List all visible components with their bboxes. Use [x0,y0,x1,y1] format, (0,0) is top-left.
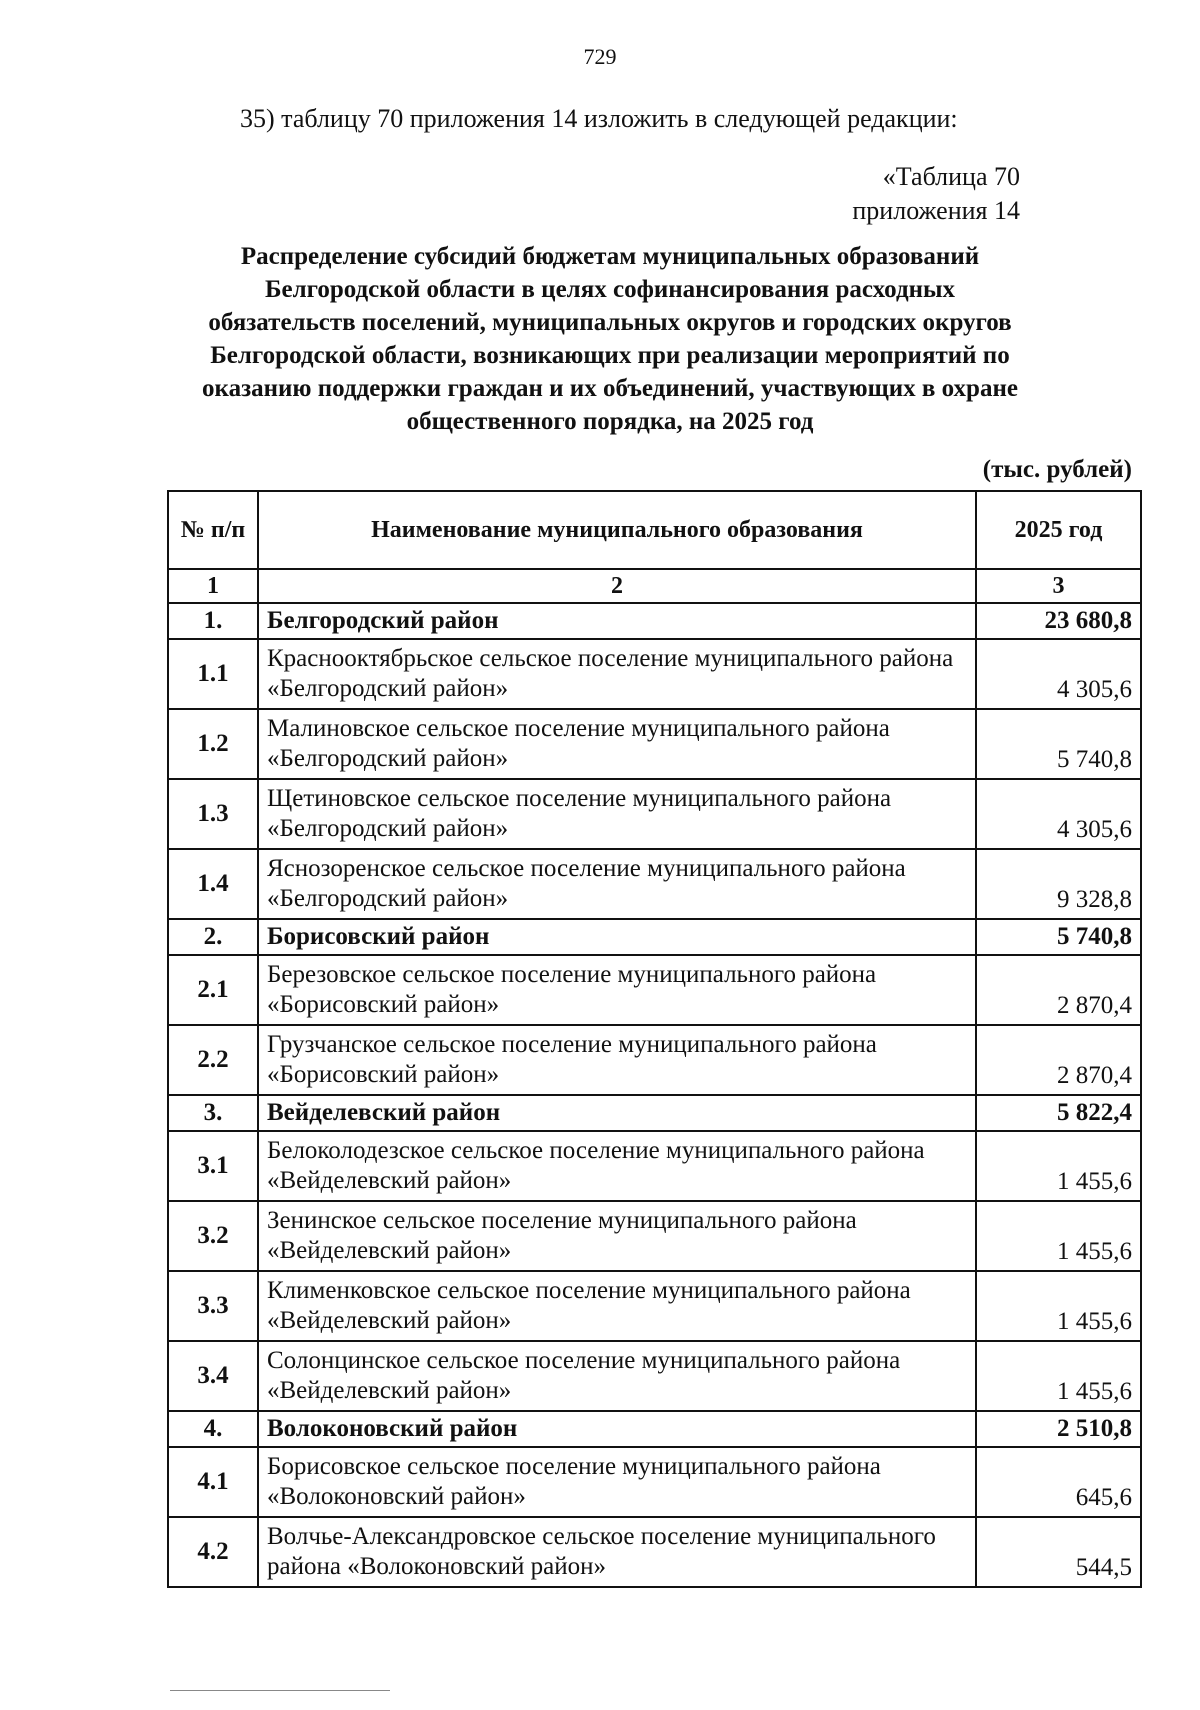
table-reference-line2: приложения 14 [852,196,1020,225]
row-value: 544,5 [976,1517,1141,1587]
row-number: 4. [168,1411,258,1447]
district-row [168,1095,1141,1131]
district-row [168,919,1141,955]
row-number: 3.4 [168,1341,258,1411]
column-number-row [168,569,1141,603]
row-name: Волоконовский район [258,1411,976,1447]
column-number-2: 2 [258,569,976,603]
page-number: 729 [583,44,617,69]
district-row [168,1411,1141,1447]
row-value: 1 455,6 [976,1271,1141,1341]
units-label: (тыс. рублей) [982,456,1132,483]
row-number: 1.2 [168,709,258,779]
row-value: 1 455,6 [976,1341,1141,1411]
settlement-row [168,639,1141,709]
row-number: 4.2 [168,1517,258,1587]
table-header-row [168,491,1141,569]
row-number: 1. [168,603,258,639]
row-name: Клименковское сельское поселение муниципального района «Вейделевский район» [258,1271,976,1341]
row-name: Борисовское сельское поселение муниципального района «Волоконовский район» [258,1447,976,1517]
row-name: Волчье-Александровское сельское поселение муниципального района «Волоконовский район» [258,1517,976,1587]
row-name: Малиновское сельское поселение муниципального района «Белгородский район» [258,709,976,779]
column-number-3: 3 [976,569,1141,603]
district-row [168,603,1141,639]
row-value: 1 455,6 [976,1131,1141,1201]
settlement-row [168,955,1141,1025]
row-number: 3.1 [168,1131,258,1201]
settlement-row [168,1341,1141,1411]
row-name: Борисовский район [258,919,976,955]
column-number-1: 1 [168,569,258,603]
row-value: 2 870,4 [976,955,1141,1025]
table-reference [780,160,1020,228]
row-number: 2. [168,919,258,955]
row-number: 1.3 [168,779,258,849]
row-value: 9 328,8 [976,849,1141,919]
amendment-instruction: 35) таблицу 70 приложения 14 изложить в следующей редакции: [240,104,958,133]
row-name: Вейделевский район [258,1095,976,1131]
table-reference-line1: «Таблица 70 [882,162,1020,191]
row-value: 4 305,6 [976,639,1141,709]
row-number: 3.2 [168,1201,258,1271]
row-name: Яснозоренское сельское поселение муниципального района «Белгородский район» [258,849,976,919]
header-year: 2025 год [976,491,1141,569]
row-name: Краснооктябрьское сельское поселение муниципального района «Белгородский район» [258,639,976,709]
settlement-row [168,1025,1141,1095]
settlement-row [168,849,1141,919]
row-value: 2 510,8 [976,1411,1141,1447]
row-value: 1 455,6 [976,1201,1141,1271]
settlement-row [168,1131,1141,1201]
row-number: 2.2 [168,1025,258,1095]
row-number: 3. [168,1095,258,1131]
row-name: Зенинское сельское поселение муниципального района «Вейделевский район» [258,1201,976,1271]
row-name: Березовское сельское поселение муниципального района «Борисовский район» [258,955,976,1025]
row-number: 1.4 [168,849,258,919]
row-value: 4 305,6 [976,779,1141,849]
header-num: № п/п [168,491,258,569]
row-number: 4.1 [168,1447,258,1517]
row-value: 645,6 [976,1447,1141,1517]
row-name: Грузчанское сельское поселение муниципального района «Борисовский район» [258,1025,976,1095]
row-name: Белоколодезское сельское поселение муниципального района «Вейделевский район» [258,1131,976,1201]
document-title: Распределение субсидий бюджетам муниципальных образований Белгородской области в целях софинансирования расходных обязательств поселений, муниципальных округов и городских округов Белгородской области, возникающих при реализации мероприятий по оказанию поддержки граждан и их объединений, участвующих в охране общественного порядка, на 2025 год [202,243,1018,435]
row-value: 5 740,8 [976,919,1141,955]
settlement-row [168,1201,1141,1271]
footer-divider [170,1690,390,1691]
row-value: 5 740,8 [976,709,1141,779]
settlement-row [168,779,1141,849]
row-name: Щетиновское сельское поселение муниципального района «Белгородский район» [258,779,976,849]
row-number: 1.1 [168,639,258,709]
row-value: 5 822,4 [976,1095,1141,1131]
settlement-row [168,709,1141,779]
header-name: Наименование муниципального образования [258,491,976,569]
subsidy-table [167,490,1142,1588]
row-name: Солонцинское сельское поселение муниципального района «Вейделевский район» [258,1341,976,1411]
row-number: 2.1 [168,955,258,1025]
row-value: 2 870,4 [976,1025,1141,1095]
settlement-row [168,1271,1141,1341]
settlement-row [168,1447,1141,1517]
row-name: Белгородский район [258,603,976,639]
row-number: 3.3 [168,1271,258,1341]
settlement-row [168,1517,1141,1587]
row-value: 23 680,8 [976,603,1141,639]
